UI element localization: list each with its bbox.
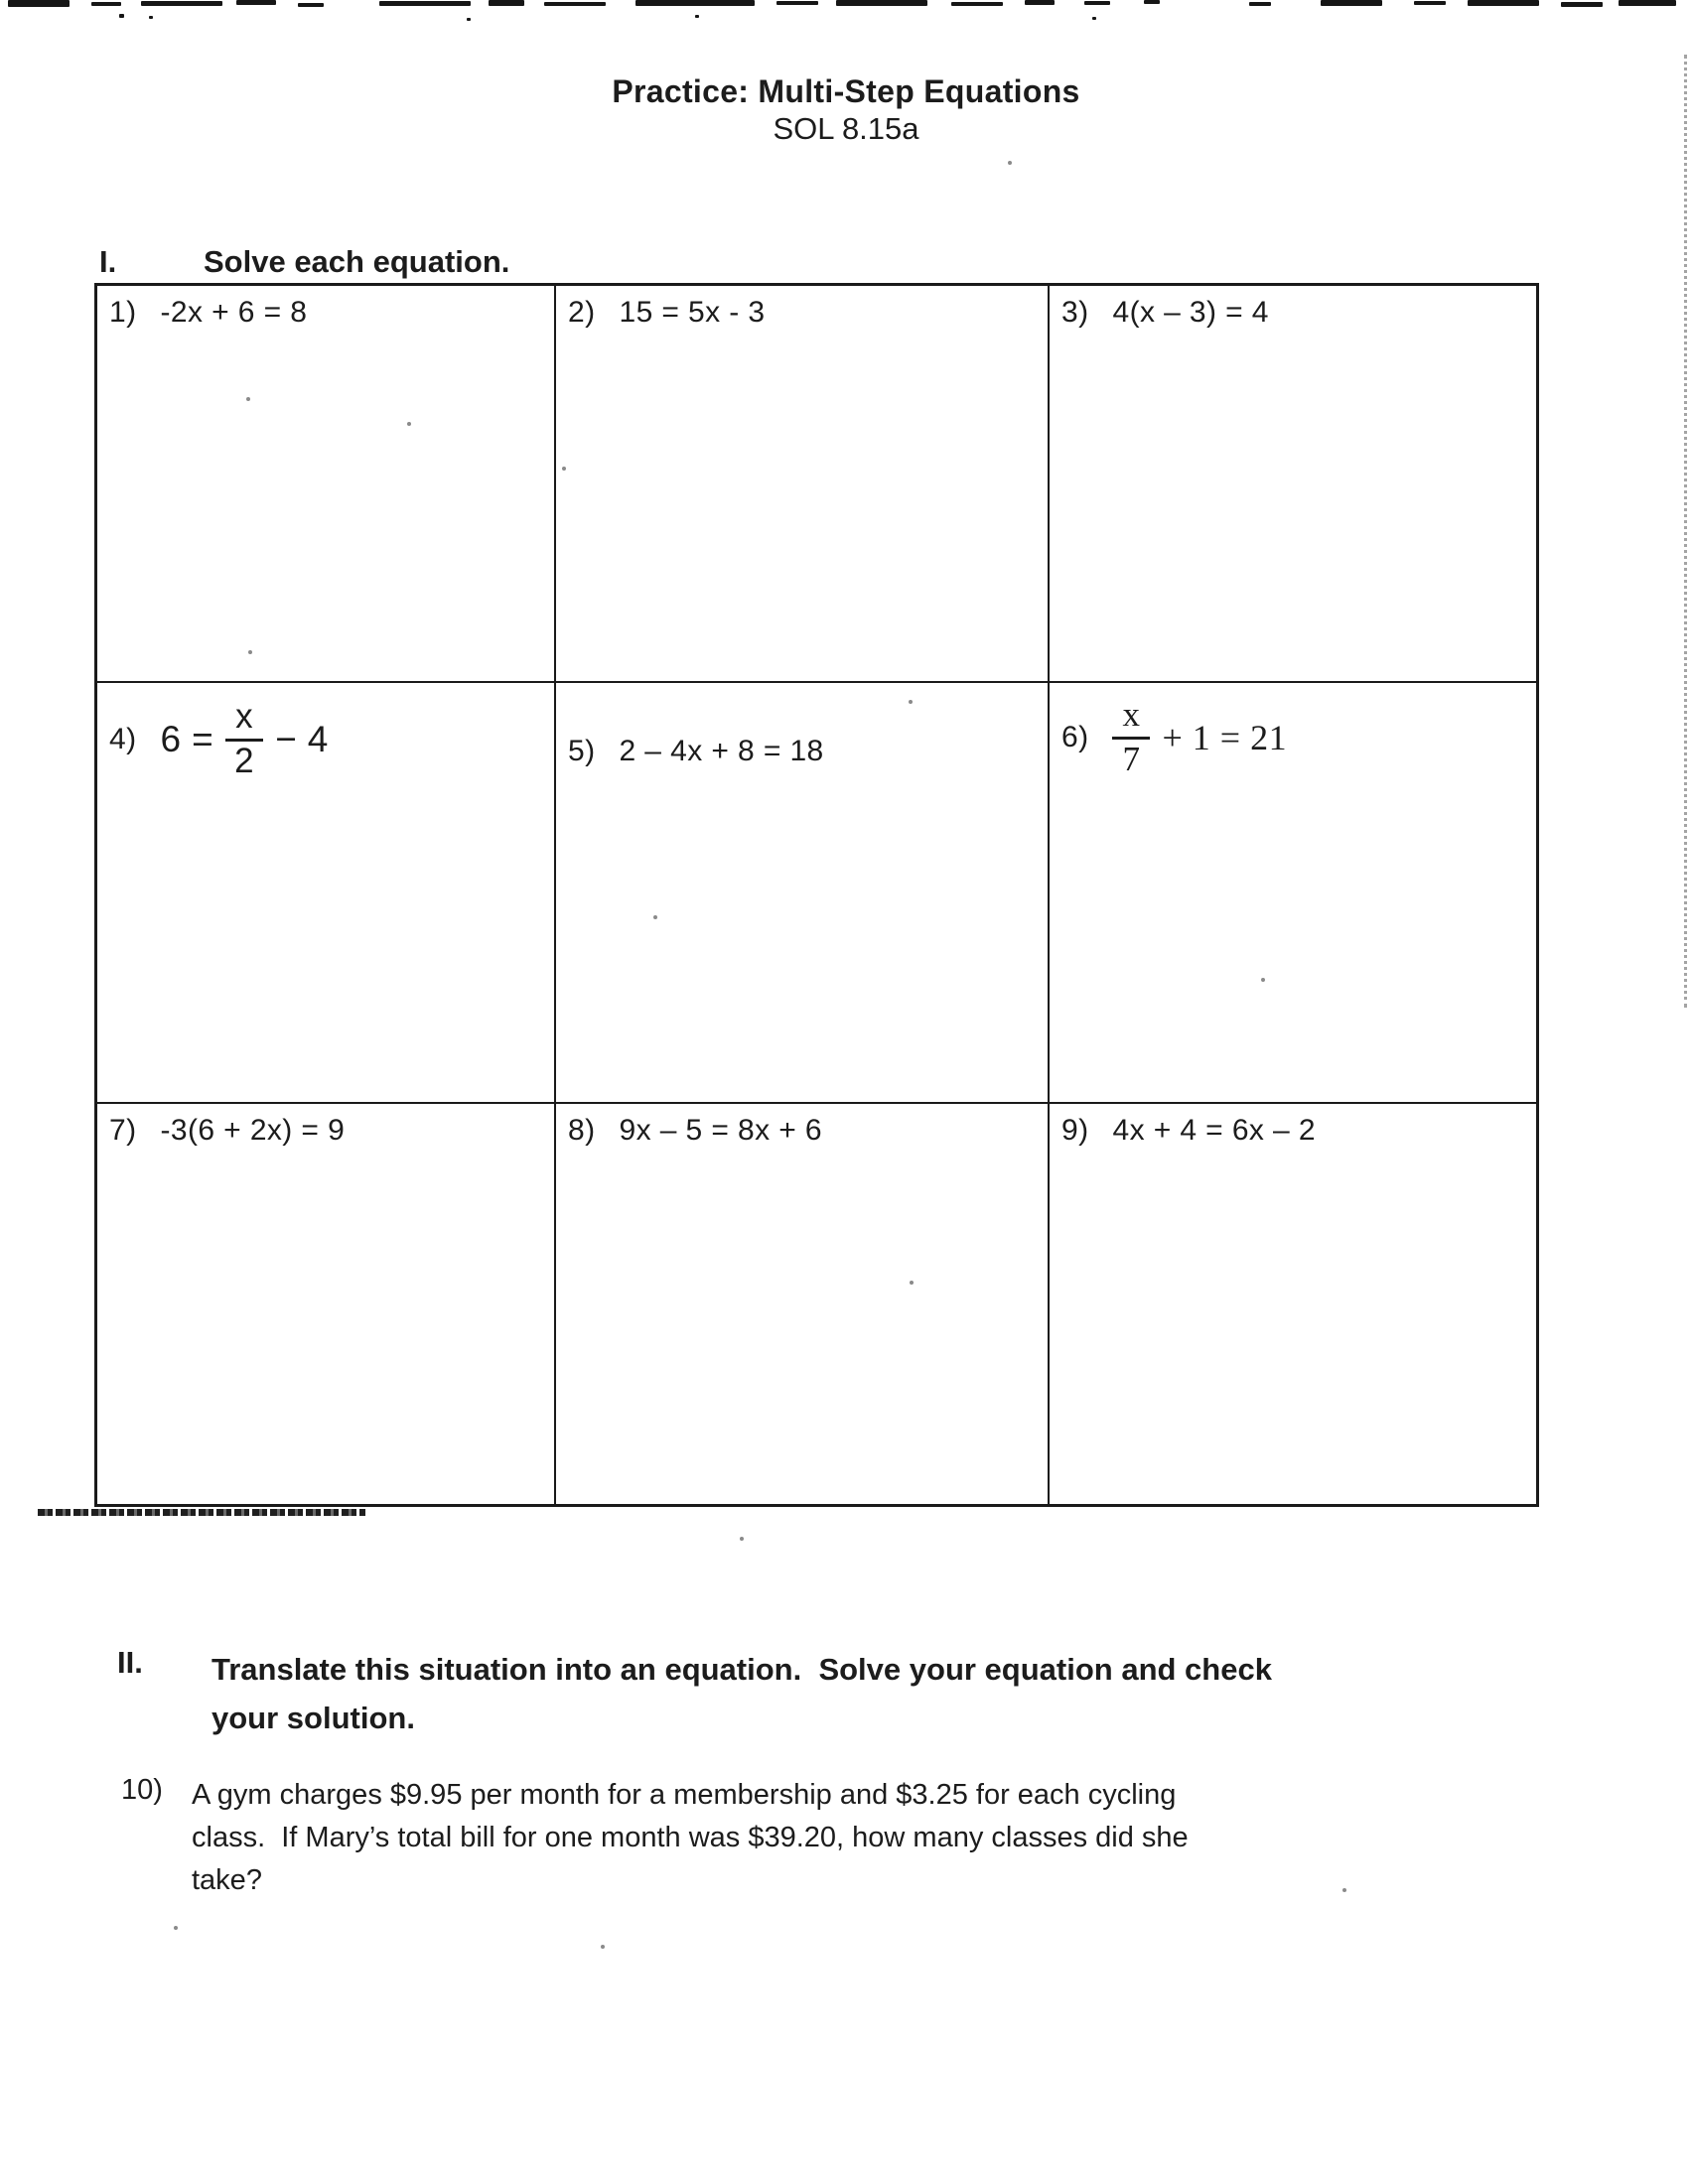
equation-cell-4 — [97, 683, 556, 1104]
equation-text: -2x + 6 = 8 — [160, 296, 308, 329]
scan-smudge — [38, 1509, 365, 1516]
section2-numeral: II. — [117, 1645, 143, 1680]
equation-cell-2 — [556, 286, 1050, 683]
equation-expression — [160, 699, 328, 780]
problem-number: 3) — [1061, 296, 1089, 329]
section2-heading-line1: Translate this situation into an equation. Solve your equation and check — [212, 1652, 1272, 1687]
problem10-number: 10) — [121, 1774, 163, 1806]
equation-cell-7 — [97, 1104, 556, 1504]
equation-text: 4x + 4 = 6x – 2 — [1112, 1114, 1316, 1147]
fraction-denominator: 2 — [234, 741, 255, 780]
equation-cell-9 — [1050, 1104, 1536, 1504]
section2-heading-line2: your solution. — [212, 1701, 415, 1735]
problem10-line3: take? — [192, 1864, 262, 1896]
problem-number: 5) — [568, 735, 596, 767]
equation-cell-6 — [1050, 683, 1536, 1104]
equation-cell-3 — [1050, 286, 1536, 683]
equation-text: 6 = — [160, 718, 214, 759]
problem-number: 9) — [1061, 1114, 1089, 1147]
problem-number: 4) — [109, 722, 137, 755]
problem-number: 2) — [568, 296, 596, 329]
page-subtitle: SOL 8.15a — [773, 111, 919, 146]
equation-text: − 4 — [275, 718, 329, 759]
problem-number: 8) — [568, 1114, 596, 1147]
problem10-text — [192, 1774, 1304, 1902]
equation-expression — [1112, 697, 1287, 778]
fraction — [1112, 697, 1150, 778]
equation-cell-1 — [97, 286, 556, 683]
section1-heading: Solve each equation. — [204, 244, 510, 279]
problem-number: 1) — [109, 296, 137, 329]
equation-text: 15 = 5x - 3 — [619, 296, 766, 329]
equation-cell-5 — [556, 683, 1050, 1104]
fraction-numerator: x — [225, 699, 263, 742]
equation-text: + 1 = 21 — [1162, 717, 1288, 757]
equation-text: 4(x – 3) = 4 — [1112, 296, 1269, 329]
equation-cell-8 — [556, 1104, 1050, 1504]
problem-number: 6) — [1061, 720, 1089, 753]
problem10-line1: A gym charges $9.95 per month for a membership and $3.25 for each cycling — [192, 1779, 1177, 1811]
fraction-numerator: x — [1112, 697, 1150, 740]
problem-number: 7) — [109, 1114, 137, 1147]
fraction-denominator: 7 — [1122, 739, 1141, 778]
equation-grid — [94, 283, 1539, 1507]
equation-text: 9x – 5 = 8x + 6 — [619, 1114, 822, 1147]
section2-heading — [212, 1645, 1502, 1742]
equation-text: 2 – 4x + 8 = 18 — [619, 735, 824, 767]
section1-numeral: I. — [99, 244, 117, 279]
equation-text: -3(6 + 2x) = 9 — [160, 1114, 346, 1147]
scan-edge-line — [1684, 55, 1687, 1008]
scan-noise-band — [0, 0, 1692, 30]
problem10-line2: class. If Mary’s total bill for one month was $39.20, how many classes did she — [192, 1822, 1189, 1853]
fraction — [225, 699, 263, 780]
page-title: Practice: Multi-Step Equations — [612, 73, 1080, 109]
